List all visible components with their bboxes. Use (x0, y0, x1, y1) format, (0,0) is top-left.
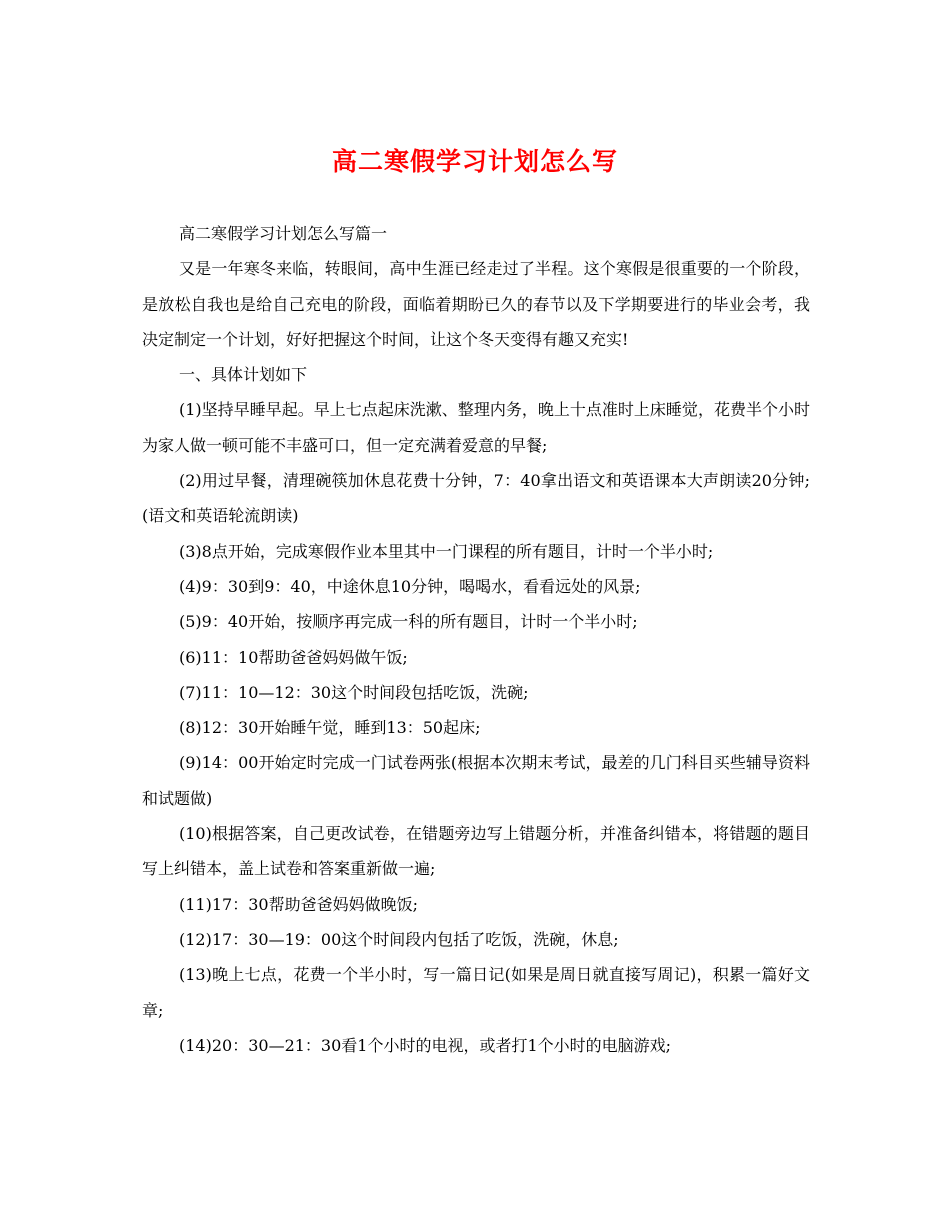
plan-item: (5)9：40开始，按顺序再完成一科的所有题目，计时一个半小时; (179, 612, 638, 632)
plan-item: (1)坚持早睡早起。早上七点起床洗漱、整理内务，晚上十点准时上床睡觉，花费半个小时为家人做一顿可能不丰盛可口，但一定充满着爱意的早餐; (142, 400, 810, 455)
document-body (142, 216, 810, 1063)
plan-item: (13)晚上七点，花费一个半小时，写一篇日记(如果是周日就直接写周记)，积累一篇好文章; (142, 965, 810, 1020)
plan-item: (12)17：30—19：00这个时间段内包括了吃饭，洗碗，休息; (179, 929, 619, 949)
plan-item: (8)12：30开始睡午觉，睡到13：50起床; (179, 718, 481, 738)
plan-item: (2)用过早餐，清理碗筷加休息花费十分钟，7：40拿出语文和英语课本大声朗读20分钟;(语文和英语轮流朗读) (142, 471, 810, 526)
plan-item: (6)11：10帮助爸爸妈妈做午饭; (179, 647, 408, 667)
paragraph-intro: 又是一年寒冬来临，转眼间，高中生涯已经走过了半程。这个寒假是很重要的一个阶段，是放松自我也是给自己充电的阶段，面临着期盼已久的春节以及下学期要进行的毕业会考，我决定制定一个计划，好好把握这个时间，让这个冬天变得有趣又充实! (142, 259, 810, 349)
plan-item: (14)20：30—21：30看1个小时的电视，或者打1个小时的电脑游戏; (179, 1035, 672, 1055)
plan-item: (3)8点开始，完成寒假作业本里其中一门课程的所有题目，计时一个半小时; (179, 541, 714, 561)
section-heading: 一、具体计划如下 (179, 365, 308, 385)
plan-item: (10)根据答案，自己更改试卷，在错题旁边写上错题分析，并准备纠错本，将错题的题目写上纠错本，盖上试卷和答案重新做一遍; (142, 824, 810, 879)
plan-item: (4)9：30到9：40，中途休息10分钟，喝喝水，看看远处的风景; (179, 576, 641, 596)
document-title: 高二寒假学习计划怎么写 (331, 147, 618, 176)
plan-item: (9)14：00开始定时完成一门试卷两张(根据本次期末考试，最差的几门科目买些辅导资料和试题做) (142, 753, 810, 808)
plan-item: (7)11：10—12：30这个时间段包括吃饭，洗碗; (179, 682, 529, 702)
paragraph-heading: 高二寒假学习计划怎么写篇一 (179, 224, 388, 243)
plan-item: (11)17：30帮助爸爸妈妈做晚饭; (179, 894, 418, 914)
